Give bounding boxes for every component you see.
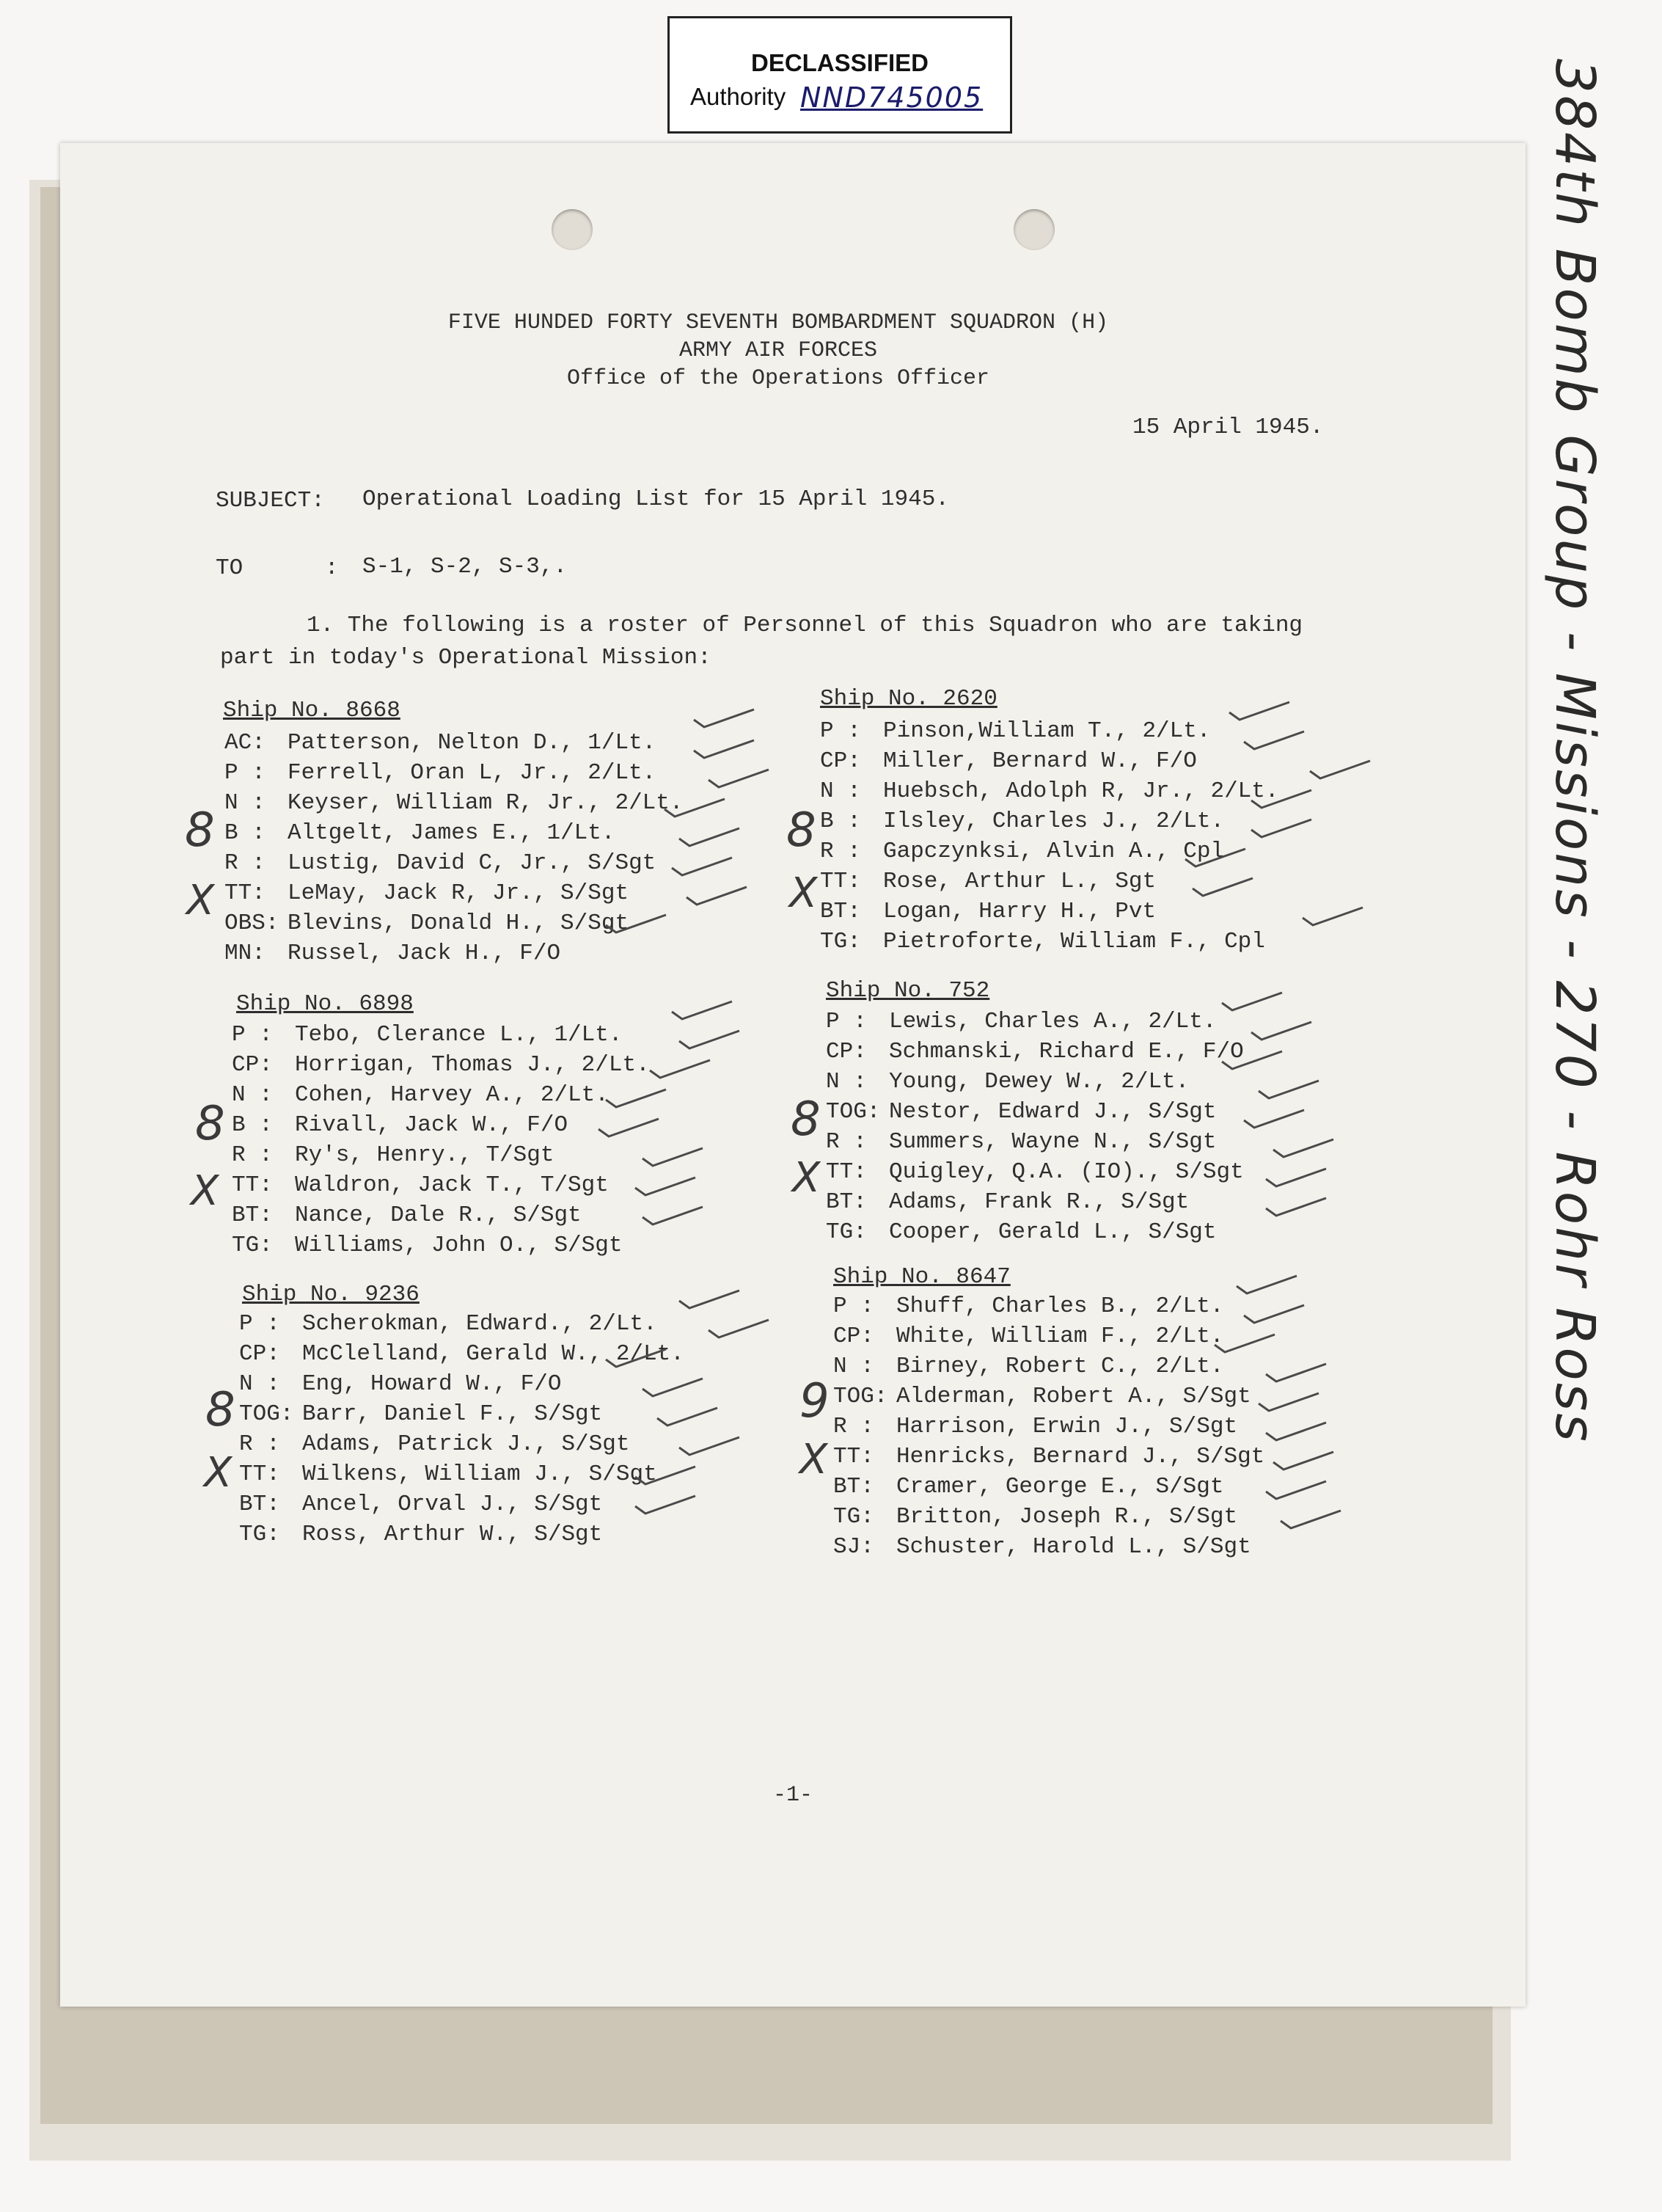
ship-title-6898: Ship No. 6898 (236, 991, 414, 1017)
crew-name: Williams, John O., S/Sgt (295, 1233, 623, 1258)
crew-role: BT: (833, 1474, 874, 1500)
crew-name: Keyser, William R, Jr., 2/Lt. (288, 790, 684, 816)
crew-name: Cohen, Harvey A., 2/Lt. (295, 1082, 609, 1108)
handwritten-check-mark (691, 739, 757, 761)
crew-role: TG: (239, 1522, 280, 1547)
crew-role: R : (833, 1414, 874, 1439)
crew-row (224, 850, 684, 880)
crew-row (826, 1069, 1244, 1099)
crew-list-8647 (833, 1293, 1264, 1564)
crew-name: Huebsch, Adolph R, Jr., 2/Lt. (883, 778, 1279, 804)
crew-role: SJ: (833, 1534, 874, 1560)
handwritten-check-mark (1190, 877, 1256, 899)
crew-role: N : (224, 790, 266, 816)
handwritten-check-mark (1263, 1167, 1329, 1189)
handwritten-check-mark (632, 1465, 698, 1487)
handwritten-x-mark: X (204, 1449, 233, 1497)
crew-name: Nestor, Edward J., S/Sgt (889, 1099, 1217, 1125)
crew-row (833, 1474, 1264, 1504)
crew-name: Blevins, Donald H., S/Sgt (288, 910, 629, 936)
crew-role: TG: (232, 1233, 273, 1258)
crew-name: Altgelt, James E., 1/Lt. (288, 820, 615, 846)
crew-row (239, 1492, 684, 1522)
crew-role: R : (826, 1129, 867, 1155)
crew-row (232, 1082, 650, 1112)
handwritten-check-mark (1256, 1392, 1322, 1414)
crew-role: R : (232, 1142, 273, 1168)
handwritten-check-mark (1219, 1050, 1285, 1072)
crew-name: Adams, Patrick J., S/Sgt (302, 1431, 630, 1457)
crew-row (232, 1022, 650, 1052)
handwritten-check-mark (1248, 1021, 1314, 1043)
handwritten-check-mark (603, 1088, 669, 1110)
crew-name: Eng, Howard W., F/O (302, 1371, 562, 1397)
crew-name: Gapczynksi, Alvin A., Cpl (883, 839, 1225, 864)
handwritten-count-752: 8 (791, 1092, 821, 1147)
handwritten-check-mark (1182, 847, 1248, 869)
crew-role: BT: (820, 899, 861, 924)
handwritten-check-mark (676, 1436, 742, 1458)
crew-name: Miller, Bernard W., F/O (883, 748, 1197, 774)
ship-title-2620: Ship No. 2620 (820, 686, 997, 712)
handwritten-check-mark (1248, 789, 1314, 811)
crew-role: TG: (820, 929, 861, 954)
crew-row (826, 1189, 1244, 1219)
crew-role: CP: (820, 748, 861, 774)
crew-role: TOG: (833, 1384, 888, 1409)
crew-role: TT: (820, 869, 861, 894)
crew-name: Alderman, Robert A., S/Sgt (896, 1384, 1251, 1409)
crew-row (224, 880, 684, 910)
handwritten-check-mark (1241, 1304, 1307, 1326)
to-text: S-1, S-2, S-3,. (362, 554, 568, 580)
handwritten-check-mark (1212, 1333, 1278, 1355)
crew-role: TT: (232, 1172, 273, 1198)
handwritten-check-mark (1270, 1450, 1336, 1472)
handwritten-check-mark (640, 1205, 706, 1227)
crew-role: R : (224, 850, 266, 876)
crew-list-752 (826, 1009, 1244, 1249)
crew-name: Lustig, David C, Jr., S/Sgt (288, 850, 656, 876)
crew-row (826, 1039, 1244, 1069)
handwritten-check-mark (706, 768, 772, 790)
handwritten-check-mark (1307, 759, 1373, 781)
handwritten-check-mark (1219, 991, 1285, 1013)
crew-row (833, 1293, 1264, 1324)
crew-row (232, 1052, 650, 1082)
paragraph-line-1: 1. The following is a roster of Personnel of this Squadron who are taking (307, 613, 1303, 638)
crew-name: Schuster, Harold L., S/Sgt (896, 1534, 1251, 1560)
crew-name: McClelland, Gerald W., 2/Lt. (302, 1341, 684, 1367)
crew-name: Waldron, Jack T., T/Sgt (295, 1172, 609, 1198)
crew-row (820, 778, 1279, 808)
crew-name: Harrison, Erwin J., S/Sgt (896, 1414, 1238, 1439)
handwritten-check-mark (706, 1318, 772, 1340)
crew-name: Ilsley, Charles J., 2/Lt. (883, 808, 1225, 834)
crew-name: Horrigan, Thomas J., 2/Lt. (295, 1052, 650, 1078)
crew-row (826, 1099, 1244, 1129)
subject-label: SUBJECT: (216, 488, 325, 514)
ship-title-9236: Ship No. 9236 (242, 1282, 420, 1307)
crew-role: TOG: (239, 1401, 294, 1427)
to-label: TO : (216, 555, 339, 581)
handwritten-check-mark (1234, 1274, 1300, 1296)
crew-name: Ancel, Orval J., S/Sgt (302, 1492, 603, 1517)
handwritten-x-mark: X (799, 1436, 828, 1483)
handwritten-check-mark (640, 1377, 706, 1399)
crew-name: Birney, Robert C., 2/Lt. (896, 1354, 1224, 1379)
crew-row (224, 730, 684, 760)
crew-row (826, 1219, 1244, 1249)
crew-role: TT: (833, 1444, 874, 1470)
crew-name: Quigley, Q.A. (IO)., S/Sgt (889, 1159, 1244, 1185)
crew-role: P : (239, 1311, 280, 1337)
handwritten-check-mark (1263, 1362, 1329, 1384)
crew-row (239, 1461, 684, 1492)
crew-name: Wilkens, William J., S/Sgt (302, 1461, 657, 1487)
crew-role: TG: (826, 1219, 867, 1245)
crew-name: Russel, Jack H., F/O (288, 941, 561, 966)
handwritten-check-mark (1248, 818, 1314, 840)
document-body (60, 143, 1526, 2007)
handwritten-x-mark: X (789, 869, 818, 917)
handwritten-check-mark (1241, 1109, 1307, 1131)
handwritten-check-mark (603, 1348, 669, 1370)
handwritten-check-mark (1263, 1480, 1329, 1502)
crew-role: N : (833, 1354, 874, 1379)
crew-row (224, 941, 684, 971)
crew-row (239, 1401, 684, 1431)
handwritten-check-mark (1256, 1079, 1322, 1101)
stamp-title: DECLASSIFIED (750, 49, 929, 76)
handwritten-check-mark (596, 1117, 662, 1139)
crew-name: Rivall, Jack W., F/O (295, 1112, 568, 1138)
crew-name: Ry's, Henry., T/Sgt (295, 1142, 554, 1168)
handwritten-check-mark (654, 1406, 720, 1428)
crew-row (232, 1142, 650, 1172)
crew-role: B : (820, 808, 861, 834)
handwritten-check-mark (676, 1029, 742, 1051)
crew-role: TT: (239, 1461, 280, 1487)
crew-role: TT: (224, 880, 266, 906)
crew-role: OBS: (224, 910, 279, 936)
handwritten-check-mark (662, 797, 728, 820)
stamp-authority-value: NND745005 (800, 81, 984, 114)
crew-row (833, 1354, 1264, 1384)
crew-name: Ferrell, Oran L, Jr., 2/Lt. (288, 760, 656, 786)
crew-name: Schmanski, Richard E., F/O (889, 1039, 1244, 1065)
crew-role: CP: (826, 1039, 867, 1065)
crew-name: Lewis, Charles A., 2/Lt. (889, 1009, 1217, 1034)
crew-name: Ross, Arthur W., S/Sgt (302, 1522, 603, 1547)
crew-list-6898 (232, 1022, 650, 1263)
handwritten-check-mark (640, 1147, 706, 1169)
crew-row (820, 718, 1279, 748)
crew-role: N : (232, 1082, 273, 1108)
crew-name: Tebo, Clerance L., 1/Lt. (295, 1022, 623, 1048)
handwritten-x-mark: X (792, 1154, 821, 1202)
crew-role: P : (826, 1009, 867, 1034)
crew-role: P : (224, 760, 266, 786)
crew-row (239, 1522, 684, 1552)
crew-name: Cooper, Gerald L., S/Sgt (889, 1219, 1217, 1245)
crew-name: Barr, Daniel F., S/Sgt (302, 1401, 603, 1427)
crew-role: N : (820, 778, 861, 804)
crew-role: P : (833, 1293, 874, 1319)
crew-role: TOG: (826, 1099, 881, 1125)
crew-name: LeMay, Jack R, Jr., S/Sgt (288, 880, 629, 906)
crew-name: Summers, Wayne N., S/Sgt (889, 1129, 1217, 1155)
crew-name: Logan, Harry H., Pvt (883, 899, 1157, 924)
handwritten-check-mark (669, 1000, 735, 1022)
crew-row (224, 760, 684, 790)
handwritten-check-mark (669, 856, 735, 878)
declassified-stamp (667, 16, 1012, 134)
crew-row (833, 1504, 1264, 1534)
crew-role: CP: (239, 1341, 280, 1367)
handwritten-x-mark: X (186, 877, 215, 924)
crew-role: P : (232, 1022, 273, 1048)
handwritten-check-mark (1270, 1138, 1336, 1160)
handwritten-count-9236: 8 (205, 1383, 235, 1437)
ship-title-752: Ship No. 752 (826, 978, 990, 1004)
handwritten-check-mark (647, 1059, 713, 1081)
crew-role: BT: (826, 1189, 867, 1215)
crew-name: Rose, Arthur L., Sgt (883, 869, 1157, 894)
crew-name: Adams, Frank R., S/Sgt (889, 1189, 1190, 1215)
crew-name: Nance, Dale R., S/Sgt (295, 1202, 582, 1228)
handwritten-count-8647: 9 (799, 1374, 830, 1428)
crew-row (232, 1233, 650, 1263)
crew-role: B : (232, 1112, 273, 1138)
crew-row (820, 929, 1279, 959)
handwritten-check-mark (603, 913, 669, 935)
handwritten-check-mark (1300, 906, 1366, 928)
handwritten-margin-note: 384th Bomb Group - Missions - 270 - Rohr Ross (1543, 59, 1606, 1444)
handwritten-check-mark (1263, 1197, 1329, 1219)
crew-row (833, 1384, 1264, 1414)
stamp-authority-label: Authority (690, 83, 786, 110)
crew-row (239, 1311, 684, 1341)
handwritten-count-8668: 8 (185, 803, 215, 858)
crew-name: Cramer, George E., S/Sgt (896, 1474, 1224, 1500)
handwritten-check-mark (632, 1494, 698, 1516)
crew-role: P : (820, 718, 861, 744)
crew-name: Shuff, Charles B., 2/Lt. (896, 1293, 1224, 1319)
header-line-2: ARMY AIR FORCES (678, 338, 878, 363)
crew-name: Scherokman, Edward., 2/Lt. (302, 1311, 657, 1337)
crew-row (833, 1414, 1264, 1444)
handwritten-check-mark (676, 827, 742, 849)
crew-role: BT: (232, 1202, 273, 1228)
handwritten-x-mark: X (191, 1167, 219, 1215)
crew-name: Pinson,William T., 2/Lt. (883, 718, 1211, 744)
handwritten-check-mark (691, 708, 757, 730)
crew-name: White, William F., 2/Lt. (896, 1324, 1224, 1349)
crew-role: MN: (224, 941, 266, 966)
crew-row (833, 1534, 1264, 1564)
crew-row (232, 1172, 650, 1202)
handwritten-check-mark (676, 1289, 742, 1311)
crew-name: Pietroforte, William F., Cpl (883, 929, 1265, 954)
crew-role: CP: (833, 1324, 874, 1349)
crew-row (232, 1202, 650, 1233)
crew-name: Britton, Joseph R., S/Sgt (896, 1504, 1238, 1530)
crew-role: AC: (224, 730, 266, 756)
crew-row (232, 1112, 650, 1142)
page-number: -1- (773, 1783, 813, 1808)
paragraph-line-2: part in today's Operational Mission: (220, 645, 711, 671)
crew-row (833, 1324, 1264, 1354)
handwritten-check-mark (632, 1176, 698, 1198)
header-line-1: FIVE HUNDED FORTY SEVENTH BOMBARDMENT SQUADRON (H) (447, 310, 1109, 335)
crew-row (224, 820, 684, 850)
crew-row (820, 748, 1279, 778)
crew-row (820, 899, 1279, 929)
crew-row (239, 1431, 684, 1461)
crew-name: Young, Dewey W., 2/Lt. (889, 1069, 1190, 1095)
crew-list-2620 (820, 718, 1279, 959)
document-date: 15 April 1945. (1132, 415, 1324, 440)
crew-row (826, 1009, 1244, 1039)
handwritten-count-6898: 8 (195, 1097, 225, 1151)
crew-row (826, 1159, 1244, 1189)
handwritten-check-mark (1241, 730, 1307, 752)
document-sheet (60, 143, 1526, 2007)
subject-text: Operational Loading List for 15 April 1945. (362, 486, 949, 512)
ship-title-8668: Ship No. 8668 (223, 698, 400, 723)
handwritten-check-mark (684, 886, 750, 908)
crew-name: Henricks, Bernard J., S/Sgt (896, 1444, 1265, 1470)
handwritten-check-mark (1226, 701, 1292, 723)
crew-role: N : (826, 1069, 867, 1095)
crew-row (820, 808, 1279, 839)
crew-row (239, 1371, 684, 1401)
crew-role: N : (239, 1371, 280, 1397)
crew-name: Patterson, Nelton D., 1/Lt. (288, 730, 656, 756)
ship-title-8647: Ship No. 8647 (833, 1264, 1011, 1290)
crew-role: TT: (826, 1159, 867, 1185)
crew-role: R : (239, 1431, 280, 1457)
crew-role: BT: (239, 1492, 280, 1517)
crew-role: CP: (232, 1052, 273, 1078)
crew-role: TG: (833, 1504, 874, 1530)
crew-row (826, 1129, 1244, 1159)
header-line-3: Office of the Operations Officer (566, 366, 990, 391)
handwritten-count-2620: 8 (786, 803, 816, 858)
crew-row (833, 1444, 1264, 1474)
handwritten-check-mark (1263, 1421, 1329, 1443)
crew-role: R : (820, 839, 861, 864)
crew-row (224, 790, 684, 820)
crew-role: B : (224, 820, 266, 846)
handwritten-check-mark (1278, 1509, 1344, 1531)
